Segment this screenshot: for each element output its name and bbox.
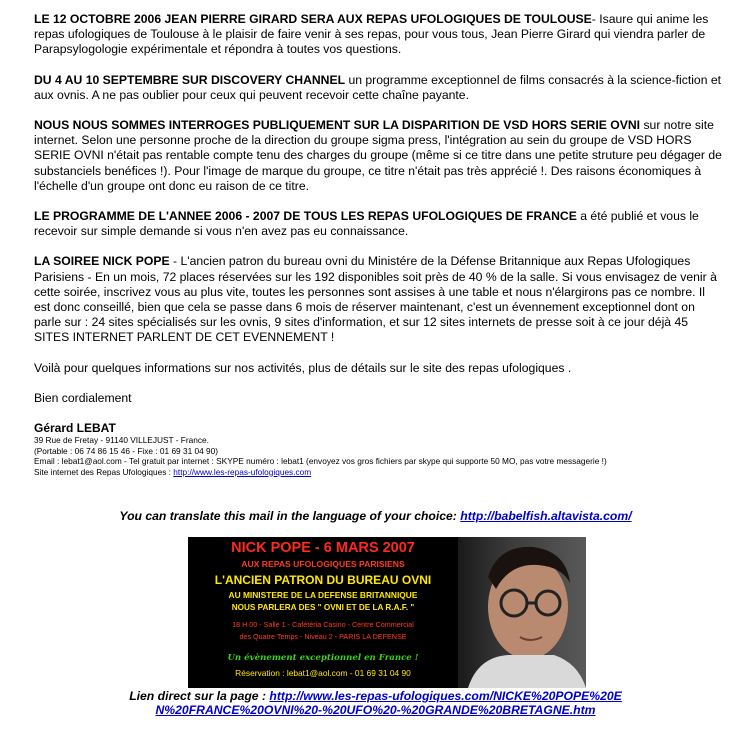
signature-site-label: Site internet des Repas Ufologiques : <box>34 466 174 477</box>
paragraph-heading: DU 4 AU 10 SEPTEMBRE SUR DISCOVERY CHANNEL <box>34 72 346 87</box>
direct-link-block <box>0 689 751 717</box>
signature-email: Email : lebat1@aol.com - Tel gratuit par internet : SKYPE numéro : lebat1 (envoyez vos gros fichiers par skype qui supporte 50 MO, pas votre messagerie !) <box>34 456 607 467</box>
signature-site <box>34 467 724 478</box>
paragraph-text: a été publié et vous le recevoir sur simple demande si vous n'en avez pas eu connaissance. <box>34 209 699 239</box>
poster-line-2: L'ANCIEN PATRON DU BUREAU OVNI <box>214 573 432 587</box>
direct-link-url[interactable]: http://www.les-repas-ufologiques.com/NICKE%20POPE%20EN%20FRANCE%20OVNI%20-%20UFO%20-%20GRANDE%20BRETAGNE.htm <box>155 689 622 717</box>
signature-phones: (Portable : 06 74 86 15 46 - Fixe : 01 69 31 04 90) <box>34 445 219 456</box>
paragraph-girard <box>34 12 724 58</box>
paragraph-nick-pope <box>34 254 724 345</box>
paragraph-programme <box>34 209 724 239</box>
poster-line-1: AUX REPAS UFOLOGIQUES PARISIENS <box>241 559 405 569</box>
poster-line-7: Un évènement exceptionnel en France ! <box>227 653 419 663</box>
paragraph-heading: LA SOIREE NICK POPE <box>34 254 170 269</box>
paragraph-heading: LE PROGRAMME DE L'ANNEE 2006 - 2007 DE TOUS LES REPAS UFOLOGIQUES DE FRANCE <box>34 209 577 224</box>
portrait-photo <box>458 537 586 688</box>
translate-label: You can translate this mail in the language of your choice: <box>119 509 461 523</box>
signature-address: 39 Rue de Fretay - 91140 VILLEJUST - France. <box>34 435 209 446</box>
signature-block <box>34 421 724 477</box>
paragraph-text: sur notre site internet. Selon une personne proche de la direction du groupe sigma press, l'intégration au sein du groupe de VSD HORS SERIE OVNI n'était pas rentable compte tenu des charges du groupe (même si ce titre dans une petite struture peu dégager de substanciels benéfices !). Pour l'image de marque du groupe, ce titre n'était pas très apprécié !. Des raisons économiques à l'échelle d'un groupe ont donc eu raison de ce titre. <box>34 118 722 193</box>
paragraph-text: - L'ancien patron du bureau ovni du Ministére de la Défense Britannique aux Repas Ufologiques Parisiens - En un mois, 72 places réservées sur les 192 disponibles soit près de 40 % de la salle. Si vous envisagez de venir à cette soirée, inscrivez vous au plus vite, toutes les personnes sont assises à une table et nous n'élargirons pas ce nombre. Il est donc conseillé, bien que cela se passe dans 6 mois de réserver maintenant, c'est un évennement exceptionnel dont on parle sur : 24 sites spécialisés sur les ovnis, 9 sites d'information, et sur 12 sites internets de presse soit à ce jour déjà 45 SITES INTERNET PARLENT DE CET EVENNEMENT ! <box>34 254 717 345</box>
event-poster[interactable] <box>188 537 586 688</box>
paragraph-discovery <box>34 73 724 103</box>
paragraph-text: un programme exceptionnel de films consacrés à la science-fiction et aux ovnis. A ne pas oublier pour ceux qui peuvent recevoir cette chaîne payante. <box>34 72 722 102</box>
portrait-illustration <box>458 537 586 688</box>
poster-title: NICK POPE - 6 MARS 2007 <box>231 540 415 556</box>
direct-link-label: Lien direct sur la page : <box>129 689 270 703</box>
closing-greeting: Bien cordialement <box>34 390 132 405</box>
paragraph-heading: LE 12 OCTOBRE 2006 JEAN PIERRE GIRARD SERA AUX REPAS UFOLOGIQUES DE TOULOUSE <box>34 12 592 26</box>
closing-info: Voilà pour quelques informations sur nos activités, plus de détails sur le site des repas ufologiques . <box>34 360 572 375</box>
poster-line-6: des Quatre Temps - Niveau 2 - PARIS LA DEFENSE <box>239 632 407 641</box>
poster-line-4: NOUS PARLERA DES " OVNI ET DE LA R.A.F. " <box>231 603 415 612</box>
paragraph-heading: NOUS NOUS SOMMES INTERROGES PUBLIQUEMENT SUR LA DISPARITION DE VSD HORS SERIE OVNI <box>34 118 641 133</box>
paragraph-text: - Isaure qui anime les repas ufologiques de Toulouse à le plaisir de faire venir à ses repas, pour vous tous, Jean Pierre Girard qui viendra parler de Parapsylogologie expérimentale et répondra à toutes vos questions. <box>34 12 709 57</box>
email-body <box>34 12 724 477</box>
paragraph-vsd <box>34 118 724 194</box>
signature-name: Gérard LEBAT <box>34 421 116 436</box>
translate-line <box>0 509 751 523</box>
signature-site-link[interactable]: http://www.les-repas-ufologiques.com <box>173 466 312 477</box>
poster-line-5: 18 H 00 - Salle 1 - Cafétéria Casino - Centre Commercial <box>232 620 414 629</box>
translate-link[interactable]: http://babelfish.altavista.com/ <box>460 509 632 523</box>
poster-line-3: AU MINISTERE DE LA DEFENSE BRITANNIQUE <box>228 590 418 600</box>
poster-line-8: Réservation : lebat1@aol.com - 01 69 31 04 90 <box>235 668 411 678</box>
